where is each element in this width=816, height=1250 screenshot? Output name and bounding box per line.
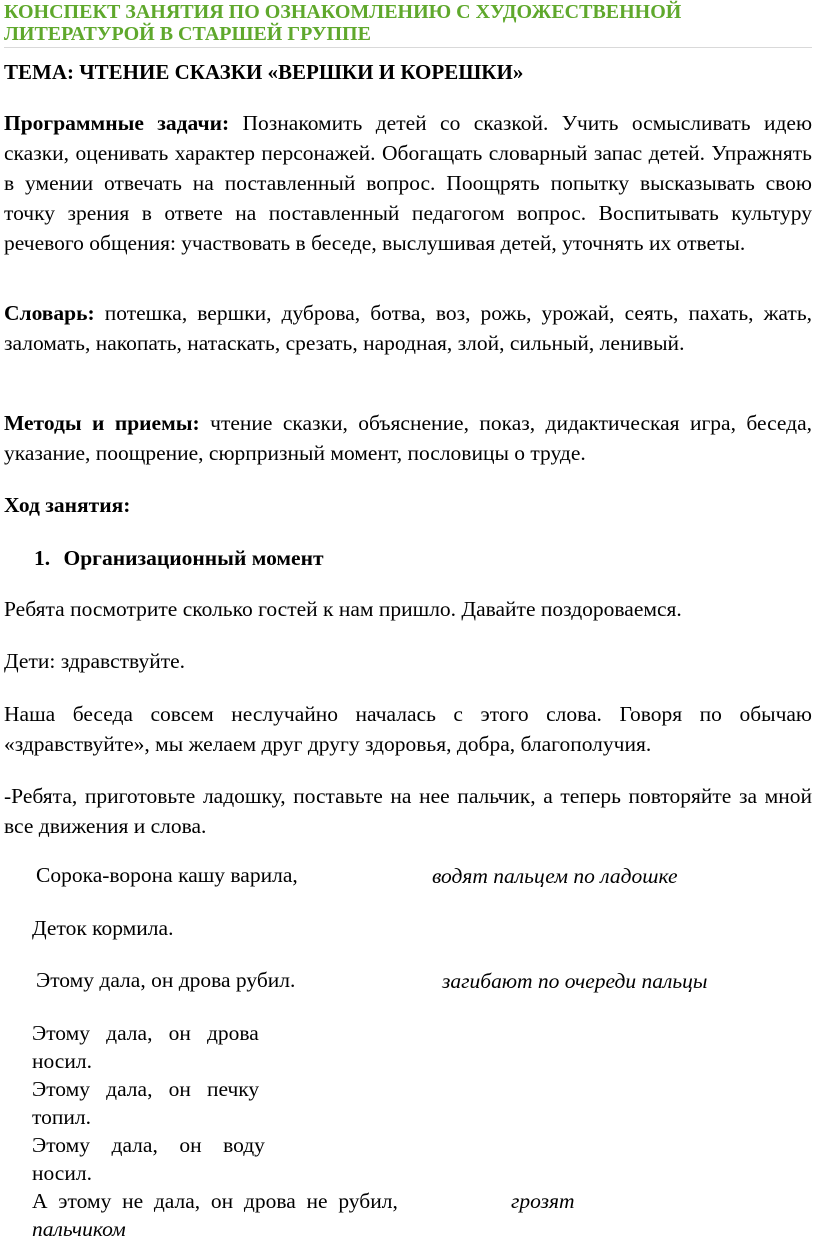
methods-paragraph [4, 408, 812, 468]
vocabulary-text: потешка, вершки, дуброва, ботва, воз, рожь, урожай, сеять, пахать, жать, заломать, накопать, натаскать, срезать, народная, злой, сильный, ленивый. [4, 301, 812, 355]
rhyme-line: Этому дала, он дрова рубил. [36, 968, 296, 992]
rhyme-line: топил. [32, 1105, 91, 1129]
rhyme-line: Этому дала, он воду [32, 1133, 265, 1157]
paragraph-conversation: Наша беседа совсем неслучайно началась с этого слова. Говоря по обычаю «здравствуйте», мы желаем друг другу здоровья, добра, благополучия. [4, 702, 812, 756]
rhyme-line: А этому не дала, он дрова не рубил, [32, 1189, 398, 1213]
program-tasks-paragraph [4, 108, 812, 258]
rhyme-line: Деток кормила. [32, 916, 174, 940]
document-header: КОНСПЕКТ ЗАНЯТИЯ ПО ОЗНАКОМЛЕНИЮ С ХУДОЖЕСТВЕННОЙ ЛИТЕРАТУРОЙ В СТАРШЕЙ ГРУППЕ [4, 1, 812, 48]
rhyme-line: носил. [32, 1049, 92, 1073]
vocabulary-label: Словарь: [4, 301, 95, 325]
paragraph-greeting: Ребята посмотрите сколько гостей к нам пришло. Давайте поздороваемся. [4, 597, 682, 621]
section-title: Организационный момент [63, 546, 324, 570]
rhyme-line: носил. [32, 1161, 92, 1185]
paragraph-instruction: -Ребята, приготовьте ладошку, поставьте на нее пальчик, а теперь повторяйте за мной все движения и слова. [4, 784, 812, 838]
paragraph-children-reply: Дети: здравствуйте. [4, 649, 186, 673]
rhyme-note: пальчиком [32, 1217, 126, 1241]
rhyme-note: загибают по очереди пальцы [442, 969, 708, 993]
course-heading: Ход занятия: [4, 493, 131, 517]
section-number: 1. [34, 546, 51, 570]
program-tasks-text: Познакомить детей со сказкой. Учить осмысливать идею сказки, оценивать характер персонажей. Обогащать словарный запас детей. Упражнять в умении отвечать на поставленный вопрос. Поощрять попытку высказывать свою точку зрения в ответе на поставленный педагогом вопрос. Воспитывать культуру речевого общения: участвовать в беседе, выслушивая детей, уточнять их ответы. [4, 111, 813, 255]
rhyme-line: Этому дала, он печку [32, 1077, 260, 1101]
lesson-theme: ТЕМА: ЧТЕНИЕ СКАЗКИ «ВЕРШКИ И КОРЕШКИ» [4, 60, 524, 84]
rhyme-line: Этому дала, он дрова [32, 1021, 259, 1045]
methods-text: чтение сказки, объяснение, показ, дидактическая игра, беседа, указание, поощрение, сюрпризный момент, пословицы о труде. [4, 411, 813, 465]
rhyme-line: Сорока-ворона кашу варила, [36, 863, 298, 887]
program-tasks-label: Программные задачи: [4, 111, 230, 135]
vocabulary-paragraph [4, 298, 812, 358]
section-heading [34, 543, 324, 573]
rhyme-note: грозят [511, 1189, 575, 1213]
rhyme-note: водят пальцем по ладошке [432, 864, 678, 888]
methods-label: Методы и приемы: [4, 411, 200, 435]
